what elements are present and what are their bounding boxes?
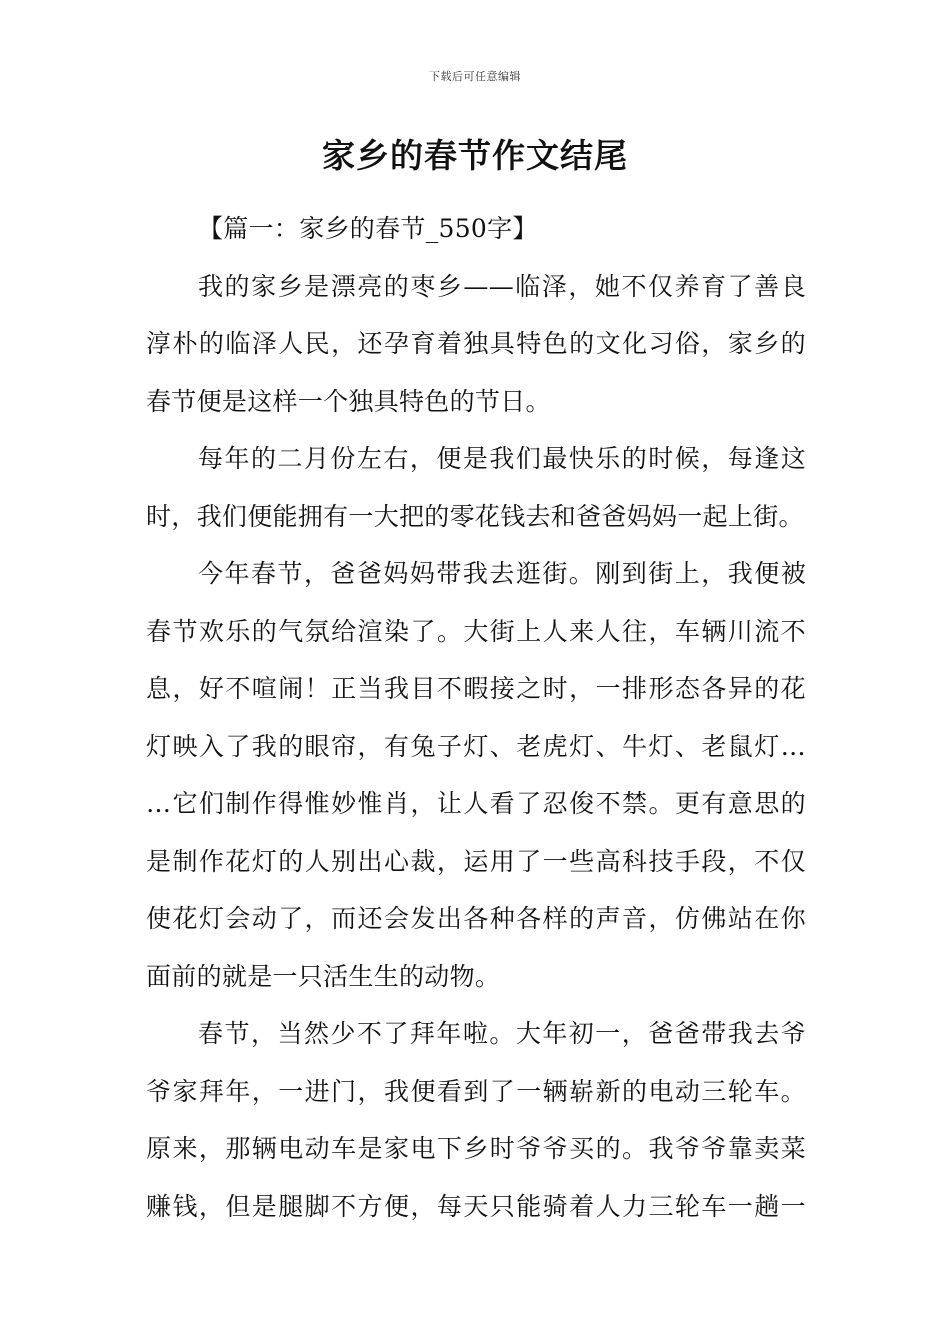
paragraph-line: 使花灯会动了，而还会发出各种各样的声音，仿佛站在你 — [146, 904, 806, 933]
paragraph-line: 是制作花灯的人别出心裁，运用了一些高科技手段，不仅 — [146, 846, 806, 876]
paragraph-line: 赚钱，但是腿脚不方便，每天只能骑着人力三轮车一趟一 — [146, 1191, 806, 1221]
section-heading: 【篇一：家乡的春节_550字】 — [198, 214, 538, 243]
paragraph-3 — [146, 545, 806, 1005]
paragraph-line: …它们制作得惟妙惟肖，让人看了忍俊不禁。更有意思的 — [146, 789, 806, 818]
document-title: 家乡的春节作文结尾 — [322, 136, 628, 175]
paragraph-line: 我的家乡是漂亮的枣乡——临泽，她不仅养育了善良 — [198, 271, 806, 301]
paragraph-line: 面前的就是一只活生生的动物。 — [146, 961, 501, 991]
paragraph-line: 春节，当然少不了拜年啦。大年初一，爸爸带我去爷 — [198, 1019, 806, 1048]
paragraph-line: 今年春节，爸爸妈妈带我去逛街。刚到街上，我便被 — [198, 559, 806, 588]
paragraph-line: 每年的二月份左右，便是我们最快乐的时候，每逢这 — [198, 444, 806, 473]
paragraph-2 — [146, 430, 806, 545]
paragraph-line: 淳朴的临泽人民，还孕育着独具特色的文化习俗，家乡的 — [146, 329, 806, 358]
paragraph-line: 春节便是这样一个独具特色的节日。 — [146, 386, 551, 416]
paragraph-line: 爷家拜年，一进门，我便看到了一辆崭新的电动三轮车。 — [146, 1076, 806, 1106]
paragraph-line: 息，好不喧闹！正当我目不暇接之时，一排形态各异的花 — [146, 674, 806, 703]
paragraph-line: 春节欢乐的气氛给渲染了。大街上人来人往，车辆川流不 — [146, 616, 806, 646]
paragraph-line: 原来，那辆电动车是家电下乡时爷爷买的。我爷爷靠卖菜 — [146, 1134, 806, 1163]
paragraph-1 — [146, 258, 806, 431]
header-note: 下载后可任意编辑 — [429, 70, 521, 83]
paragraph-line: 时，我们便能拥有一大把的零花钱去和爸爸妈妈一起上街。 — [146, 501, 804, 531]
paragraph-line: 灯映入了我的眼帘，有兔子灯、老虎灯、牛灯、老鼠灯… — [146, 731, 806, 761]
document-body — [146, 200, 806, 1235]
paragraph-4 — [146, 1005, 806, 1235]
